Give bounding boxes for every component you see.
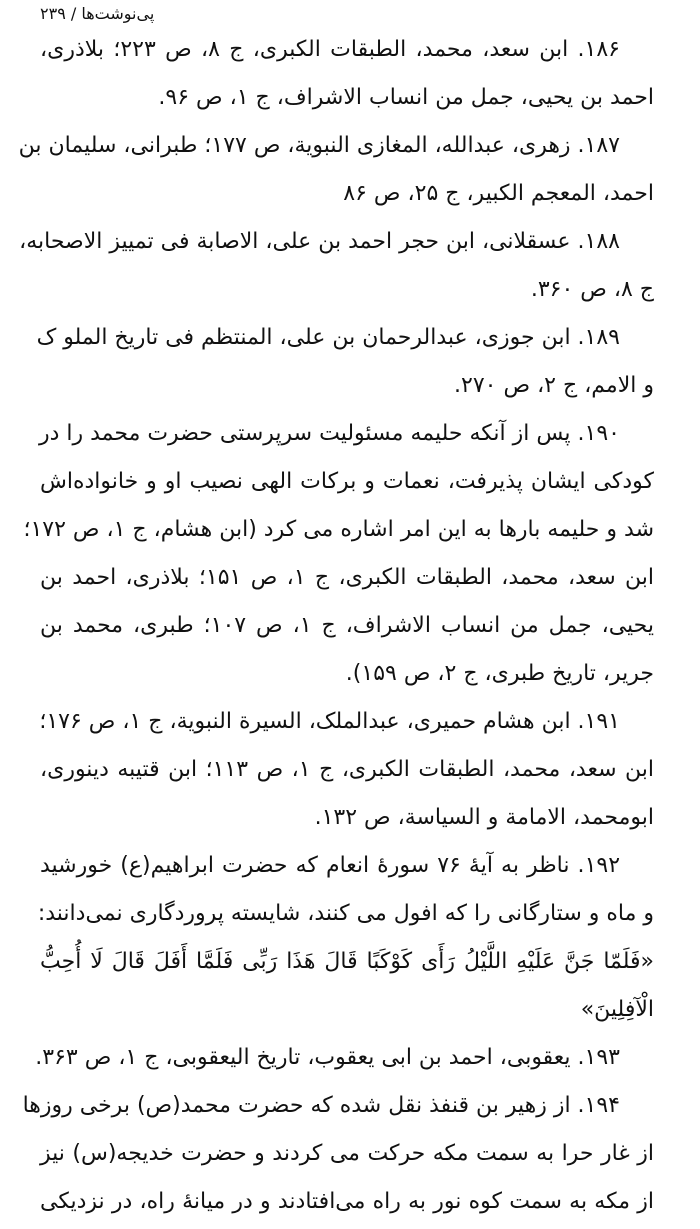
footnote-line: ۱۹۳. یعقوبی، احمد بن ابی یعقوب، تاریخ الیعقوبی، ج ۱، ص ۳۶۳. <box>35 1045 620 1070</box>
footnote-line: ابومحمد، الامامة و السیاسة، ص ۱۳۲. <box>314 805 654 830</box>
footnote-line: یحیی، جمل من انساب الاشراف، ج ۱، ص ۱۰۷؛ طبری، محمد بن <box>40 613 655 638</box>
footnote-line: شد و حلیمه بارها به این امر اشاره می کرد (ابن هشام، ج ۱، ص ۱۷۲؛ <box>23 517 654 542</box>
footnote-line: ج ۸، ص ۳۶۰. <box>530 277 654 302</box>
footnote-line: ۱۹۰. پس از آنکه حلیمه مسئولیت سرپرستی حضرت محمد را در <box>38 421 620 446</box>
footnote-line: از غار حرا به سمت مکه حرکت می کردند و حضرت خدیجه(س) نیز <box>40 1141 654 1166</box>
footnote-line: احمد، المعجم الکبیر، ج ۲۵، ص ۸۶ <box>343 181 654 206</box>
footnote-line: ۱۹۲. ناظر به آیهٔ ۷۶ سورهٔ انعام که حضرت ابراهیم(ع) خورشید <box>40 853 621 878</box>
footnote-line: و ماه و ستارگانی را که افول می کنند، شایسته پروردگاری نمی‌دانند: <box>37 901 654 926</box>
footnote-line: و الامم، ج ۲، ص ۲۷۰. <box>454 373 654 398</box>
footnote-line: کودکی ایشان پذیرفت، نعمات و برکات الهی نصیب او و خانواده‌اش <box>40 469 654 494</box>
footnote-line: ۱۸۷. زهری، عبدالله، المغازی النبویة، ص ۱۷۷؛ طبرانی، سلیمان بن <box>18 133 620 158</box>
footnote-line: ۱۸۹. ابن جوزی، عبدالرحمان بن علی، المنتظم فی تاریخ الملو ک <box>36 325 620 350</box>
footnote-line: ۱۸۶. ابن سعد، محمد، الطبقات الکبری، ج ۸، ص ۲۲۳؛ بلاذری، <box>40 37 620 62</box>
footnote-line: ۱۹۱. ابن هشام حمیری، عبدالملک، السیرة النبویة، ج ۱، ص ۱۷۶؛ <box>39 709 620 734</box>
footnote-line: از مکه به سمت کوه نور به راه می‌افتادند و در میانهٔ راه، در نزدیکی <box>40 1189 654 1214</box>
running-header: پی‌نوشت‌ها / ۲۳۹ <box>40 4 155 23</box>
footnote-line: ۱۹۴. از زهیر بن قنفذ نقل شده که حضرت محمد(ص) برخی روزها <box>22 1093 620 1118</box>
footnote-line: «فَلَمّا جَنَّ عَلَیْهِ اللَّیْلُ رَأَى کَوْکَبًا قَالَ هَذَا رَبِّی فَلَمَّا أَفَلَ قَالَ لَا أُحِبُّ <box>40 949 654 974</box>
footnote-line: ۱۸۸. عسقلانی، ابن حجر احمد بن علی، الاصابة فی تمییز الاصحابه، <box>19 229 620 254</box>
footnote-line: الْآفِلِینَ» <box>580 997 654 1022</box>
footnote-line: احمد بن یحیی، جمل من انساب الاشراف، ج ۱، ص ۹۶. <box>158 85 654 110</box>
footnote-line: جریر، تاریخ طبری، ج ۲، ص ۱۵۹). <box>345 661 654 686</box>
footnotes-body <box>18 26 655 1226</box>
footnote-line: ابن سعد، محمد، الطبقات الکبری، ج ۱، ص ۱۵۱؛ بلاذری، احمد بن <box>40 565 655 590</box>
footnote-line: ابن سعد، محمد، الطبقات الکبری، ج ۱، ص ۱۱۳؛ ابن قتیبه دینوری، <box>40 757 654 782</box>
